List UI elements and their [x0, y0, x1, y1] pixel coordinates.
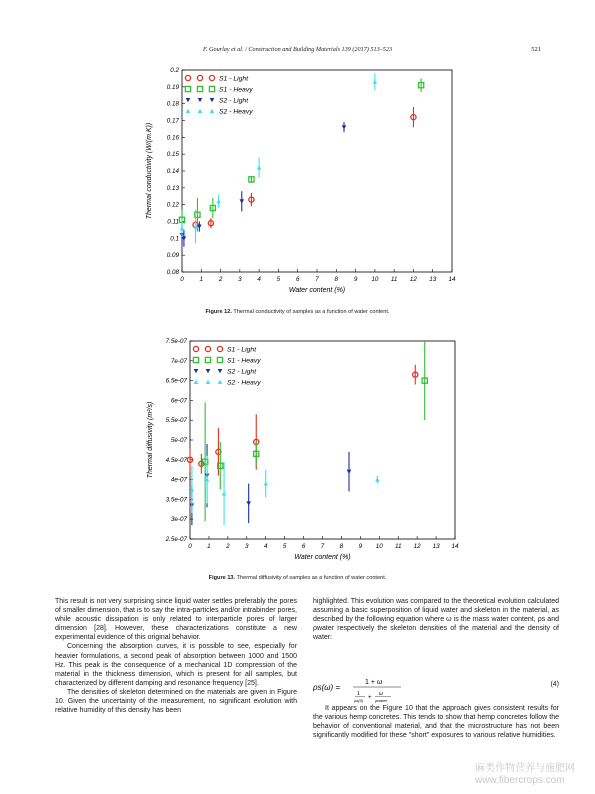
- x-tick-label: 11: [390, 276, 398, 283]
- equation-lhs: ρs(ω) =: [313, 683, 341, 692]
- y-tick-label: 0.2: [170, 67, 179, 74]
- x-tick-label: 7: [320, 543, 325, 550]
- figure-13-caption-text: Thermal diffusivity of samples as a function of water content.: [236, 575, 387, 581]
- x-tick-label: 7: [315, 276, 319, 283]
- x-tick-label: 0: [180, 276, 184, 283]
- figure-13-chart: [0, 335, 595, 580]
- x-tick-label: 2: [226, 543, 230, 550]
- legend-marker: [217, 346, 222, 351]
- equation-den-b: ω: [379, 691, 383, 697]
- data-point: [342, 125, 347, 129]
- y-tick-label: 3e-07: [170, 516, 187, 524]
- equation-formula: [313, 675, 513, 705]
- x-tick-label: 13: [432, 543, 440, 550]
- right-column: [313, 597, 559, 642]
- legend-marker: [209, 75, 214, 80]
- legend-marker: [186, 109, 191, 113]
- x-tick-label: 13: [429, 276, 437, 283]
- data-point: [373, 79, 378, 83]
- data-point: [222, 491, 227, 495]
- y-tick-label: 0.18: [166, 100, 179, 108]
- y-tick-label: 0.12: [166, 201, 179, 209]
- y-tick-label: 0.08: [166, 269, 179, 276]
- watermark-line-2: www.fibercrops.com: [475, 775, 565, 786]
- x-tick-label: 4: [257, 276, 261, 283]
- legend-marker: [217, 357, 222, 362]
- paragraph: This result is not very surprising since liquid water settles preferably the pores of smaller dimension, that is to say the intra-particles and/or intrabinder pores, while acoustic dissipation is only related to interparticle pores of larger dimension [28]. However, these characterizations constitute a new experimental evidence of this original behavior.: [55, 598, 297, 642]
- legend-marker: [209, 86, 214, 91]
- legend-label: S1 - Heavy: [227, 357, 261, 365]
- y-tick-label: 0.17: [166, 117, 179, 125]
- legend-marker: [206, 369, 211, 373]
- y-tick-label: 5.5e-07: [165, 417, 187, 425]
- legend-marker: [197, 86, 202, 91]
- x-tick-label: 3: [238, 276, 242, 283]
- x-axis-label: Water content (%): [288, 287, 346, 294]
- x-tick-label: 10: [371, 276, 379, 283]
- legend-marker: [193, 346, 198, 351]
- y-tick-label: 2.5e-07: [165, 536, 187, 543]
- figure-12-caption-text: Thermal conductivity of samples as a function of water content.: [233, 309, 390, 315]
- legend-marker: [194, 380, 199, 384]
- watermark: [475, 763, 575, 787]
- x-tick-label: 6: [301, 543, 306, 550]
- figure-12-caption: [0, 309, 595, 315]
- y-tick-label: 0.1: [170, 235, 179, 243]
- y-tick-label: 0.13: [166, 184, 179, 192]
- data-point: [180, 226, 185, 230]
- x-tick-label: 10: [375, 543, 383, 550]
- legend-marker: [185, 75, 190, 80]
- paragraph: Concerning the absorption curves, it is possible to see, especially for heavier formulations, a second peak of absorption between 1000 and 1500 Hz. This peak is the consequence of a mechanical 1D compression of the material in the thickness dimension, which is present for all samples, but characterized by different damping and resonance frequency [25].: [55, 643, 297, 687]
- left-column: [55, 597, 297, 715]
- x-tick-label: 8: [339, 543, 344, 550]
- y-tick-label: 3.5e-07: [165, 496, 187, 504]
- legend-marker: [205, 346, 210, 351]
- data-point: [375, 477, 380, 481]
- x-tick-label: 8: [334, 276, 339, 283]
- legend-label: S2 - Heavy: [227, 379, 261, 387]
- y-tick-label: 0.14: [166, 168, 179, 175]
- legend-marker: [185, 86, 190, 91]
- legend-marker: [193, 357, 198, 362]
- y-tick-label: 6.5e-07: [165, 377, 187, 385]
- x-tick-label: 6: [295, 276, 300, 283]
- y-tick-label: 7.5e-07: [165, 338, 187, 345]
- x-tick-label: 12: [409, 276, 417, 283]
- figure-12-label: Figure 12.: [205, 309, 232, 315]
- equation-den-b-sub: ρwater: [375, 698, 388, 703]
- data-point: [246, 501, 251, 505]
- equation-4: [313, 675, 559, 705]
- y-tick-label: 0.11: [167, 218, 179, 226]
- figure-13-caption: [0, 575, 595, 581]
- x-tick-label: 1: [207, 543, 211, 550]
- y-tick-label: 4.5e-07: [165, 456, 187, 464]
- data-point: [216, 199, 221, 203]
- x-tick-label: 1: [199, 276, 204, 283]
- x-tick-label: 4: [263, 543, 268, 550]
- legend-label: S2 - Heavy: [219, 108, 253, 116]
- legend-marker: [218, 380, 223, 384]
- legend-marker: [206, 380, 211, 384]
- data-point: [239, 199, 244, 203]
- paragraph: The densities of skeleton determined on the materials are given in Figure 10. Given the uncertainty of the measurement, no significant evolution with relative humidity of this density has been: [55, 688, 297, 715]
- legend-marker: [210, 109, 215, 113]
- data-point: [347, 470, 352, 474]
- x-tick-label: 14: [451, 543, 459, 550]
- y-tick-label: 0.19: [166, 83, 179, 91]
- figure-13-label: Figure 13.: [208, 575, 236, 581]
- legend-label: S2 - Light: [219, 97, 249, 105]
- legend-marker: [210, 98, 215, 102]
- y-tick-label: 5e-07: [170, 437, 187, 444]
- x-tick-label: 3: [245, 543, 249, 550]
- legend-marker: [198, 98, 203, 102]
- legend-label: S1 - Light: [219, 75, 249, 83]
- x-tick-label: 11: [394, 543, 402, 550]
- paragraph: It appears on the Figure 10 that the approach gives consistent results for the various hemp concretes. This tends to show that hemp concretes follow the behavior of conventional material, and that the microstructure has not been significantly modified for these "short" exposures to various relative humidities.: [313, 705, 559, 740]
- x-tick-label: 2: [218, 276, 223, 283]
- x-tick-label: 9: [353, 276, 358, 283]
- svg-text:+: +: [368, 695, 372, 701]
- legend-marker: [205, 357, 210, 362]
- y-tick-label: 0.09: [166, 252, 179, 260]
- legend-marker: [194, 369, 199, 373]
- running-header: [0, 46, 595, 58]
- y-axis-label: Thermal conductivity (W/(m.K)): [146, 122, 153, 220]
- x-tick-label: 9: [358, 543, 363, 550]
- y-tick-label: 6e-07: [170, 397, 187, 405]
- x-tick-label: 5: [276, 276, 281, 283]
- equation-numerator: 1 + ω: [365, 679, 383, 686]
- running-title: F. Gourlay et al. / Construction and Building Materials 139 (2017) 513–523: [202, 46, 393, 53]
- y-tick-label: 0.15: [166, 151, 179, 159]
- legend-label: S1 - Heavy: [219, 86, 253, 94]
- page-number: 521: [531, 46, 541, 53]
- y-tick-label: 4e-07: [170, 476, 187, 484]
- figure-12-chart: [0, 62, 595, 312]
- y-tick-label: 0.16: [166, 134, 179, 142]
- right-column-continued: [313, 704, 559, 740]
- x-tick-label: 12: [413, 543, 421, 550]
- x-axis-label: Water content (%): [294, 554, 351, 561]
- legend-label: S1 - Light: [227, 346, 257, 354]
- data-point: [257, 165, 262, 169]
- x-tick-label: 14: [448, 276, 456, 283]
- data-point: [263, 481, 268, 485]
- paragraph: highlighted. This evolution was compared to the theoretical evolution calculated assuming a basic superposition of liquid water and skeleton in the material, as described by the following equation where ω is the mass water content, ρs and ρwater respectively the skeleton densities of the material and the density of water:: [313, 598, 559, 642]
- legend-label: S2 - Light: [227, 368, 257, 376]
- equation-number: (4): [550, 681, 559, 688]
- y-tick-label: 7e-07: [170, 357, 187, 365]
- legend-marker: [186, 98, 191, 102]
- equation-den-a: 1: [357, 691, 360, 697]
- legend-marker: [218, 369, 223, 373]
- watermark-line-1: 麻类作物营养与施肥网: [475, 763, 575, 774]
- y-axis-label: Thermal diffusivity (m²/s): [147, 401, 154, 479]
- legend-marker: [198, 109, 203, 113]
- equation-den-a-sub: ρs(0): [354, 698, 364, 703]
- legend-marker: [197, 75, 202, 80]
- x-tick-label: 0: [188, 543, 192, 550]
- x-tick-label: 5: [282, 543, 287, 550]
